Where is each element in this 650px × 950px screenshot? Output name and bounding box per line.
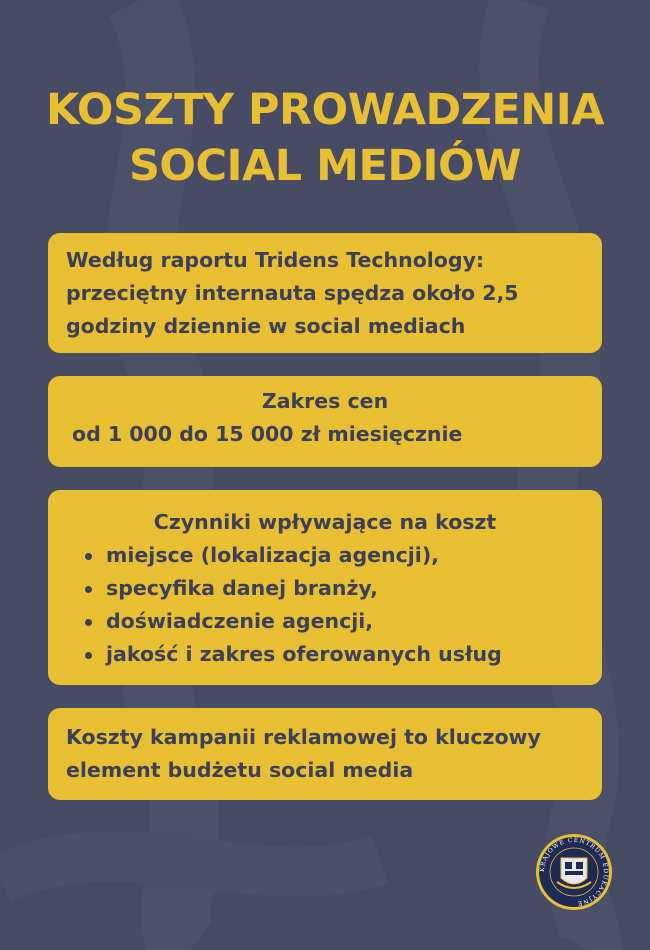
list-item: doświadczenie agencji, [106, 605, 584, 638]
list-item: jakość i zakres oferowanych usług [106, 638, 584, 671]
list-item: specyfika danej branży, [106, 572, 584, 605]
krajowe-centrum-edukacyjne-logo [535, 828, 613, 916]
title-line-2: SOCIAL MEDIÓW [128, 141, 522, 191]
card1-line-1: Według raportu Tridens Technology: [66, 248, 485, 272]
price-range-value: od 1 000 do 15 000 zł miesięcznie [72, 422, 463, 446]
card4-line-2: element budżetu social media [66, 758, 414, 782]
cost-factors-heading: Czynniki wpływające na koszt [153, 510, 497, 534]
title-line-1: KOSZTY PROWADZENIA [46, 85, 604, 135]
price-range-heading: Zakres cen [261, 389, 389, 413]
page-title [0, 82, 650, 194]
card4-line-1: Koszty kampanii reklamowej to kluczowy [66, 725, 541, 749]
card1-line-3: godziny dziennie w social mediach [66, 314, 466, 338]
campaign-costs-card [48, 708, 602, 800]
card1-line-2: przeciętny internauta spędza około 2,5 [66, 281, 519, 305]
cost-factors-card [48, 490, 602, 685]
time-spent-card [48, 233, 602, 353]
list-item: miejsce (lokalizacja agencji), [106, 539, 584, 572]
cost-factors-list [66, 539, 584, 671]
logo-text: KRAJOWE CENTRUM EDUKACYJNE [538, 836, 610, 907]
price-range-card [48, 376, 602, 467]
